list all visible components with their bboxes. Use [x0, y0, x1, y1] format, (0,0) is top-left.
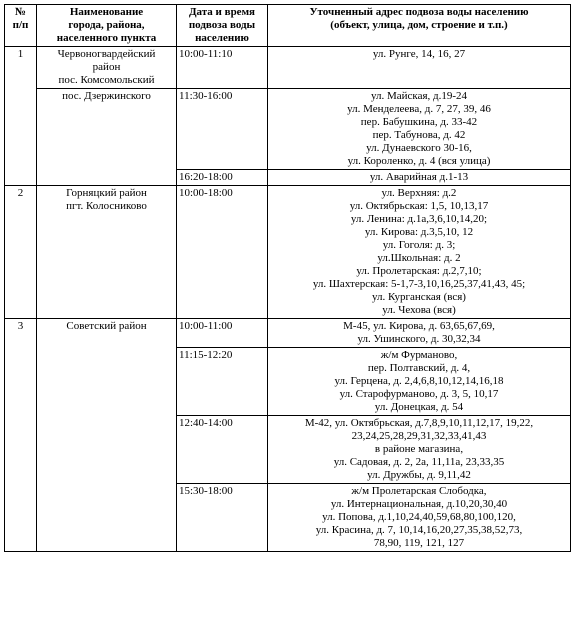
table-row [5, 319, 571, 348]
header-address: Уточненный адрес подвоза воды населению (объект, улица, дом, строение и т.п.) [268, 5, 571, 47]
row-address: ул. Рунге, 14, 16, 27 [268, 47, 571, 89]
header-num: № п/п [5, 5, 37, 47]
table-header-row [5, 5, 571, 47]
row-num: 1 [5, 47, 37, 186]
document-page [4, 4, 571, 552]
water-delivery-table [4, 4, 571, 552]
row-address: ул. Аварийная д.1-13 [268, 170, 571, 186]
row-time: 11:30-16:00 [177, 89, 268, 170]
row-num: 2 [5, 186, 37, 319]
row-address: ж/м Фурманово, пер. Полтавский, д. 4, ул. Герцена, д. 2,4,6,8,10,12,14,16,18 ул. Старофурманово, д. 3, 5, 10,17 ул. Донецкая, д. 54 [268, 348, 571, 416]
row-address: ул. Майская, д.19-24 ул. Менделеева, д. 7, 27, 39, 46 пер. Бабушкина, д. 33-42 пер. Табунова, д. 42 ул. Дунаевского 30-16, ул. Короленко, д. 4 (вся улица) [268, 89, 571, 170]
row-address: ул. Верхняя: д.2 ул. Октябрьская: 1,5, 10,13,17 ул. Ленина: д.1а,3,6,10,14,20; ул. Кирова: д.3,5,10, 12 ул. Гоголя: д. 3; ул.Школьная: д. 2 ул. Пролетарская: д.2,7,10; ул. Шахтерская: 5-1,7-3,10,16,25,37,41,43, 45; ул. Курганская (вся) ул. Чехова (вся) [268, 186, 571, 319]
table-row [5, 47, 571, 89]
table-row [5, 89, 571, 170]
row-district-name: Червоногвардейский район пос. Комсомольский [37, 47, 177, 89]
row-time: 10:00-18:00 [177, 186, 268, 319]
row-district-name: пос. Дзержинского [37, 89, 177, 186]
row-address: ж/м Пролетарская Слободка, ул. Интернациональная, д.10,20,30,40 ул. Попова, д.1,10,24,40,59,68,80,100,120, ул. Красина, д. 7, 10,14,16,20,27,35,38,52,73, 78,90, 119, 121, 127 [268, 484, 571, 552]
row-address: М-42, ул. Октябрьская, д.7,8,9,10,11,12,17, 19,22, 23,24,25,28,29,31,32,33,41,43 в районе магазина, ул. Садовая, д. 2, 2а, 11,11а, 23,33,35 ул. Дружбы, д. 9,11,42 [268, 416, 571, 484]
header-time: Дата и время подвоза воды населению [177, 5, 268, 47]
row-time: 15:30-18:00 [177, 484, 268, 552]
row-time: 12:40-14:00 [177, 416, 268, 484]
row-district-name: Горняцкий район пгт. Колосниково [37, 186, 177, 319]
row-time: 11:15-12:20 [177, 348, 268, 416]
row-district-name: Советский район [37, 319, 177, 552]
row-time: 10:00-11:00 [177, 319, 268, 348]
table-row [5, 186, 571, 319]
row-num: 3 [5, 319, 37, 552]
row-address: М-45, ул. Кирова, д. 63,65,67,69, ул. Ушинского, д. 30,32,34 [268, 319, 571, 348]
header-name: Наименование города, района, населенного пункта [37, 5, 177, 47]
row-time: 10:00-11:10 [177, 47, 268, 89]
row-time: 16:20-18:00 [177, 170, 268, 186]
